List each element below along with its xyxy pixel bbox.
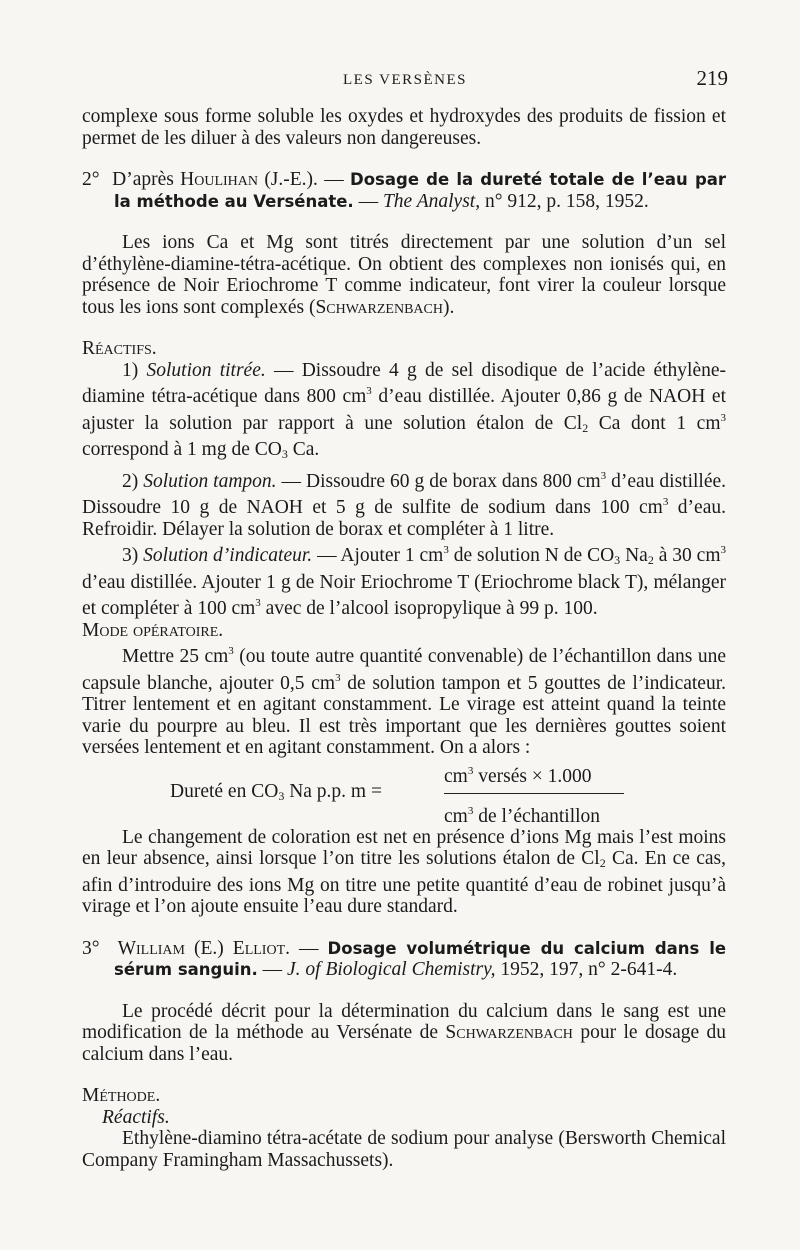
- paragraph-procede: Le procédé décrit pour la détermination du calcium dans le sang est une modification de la méthode au Versénate de Schwarzenbach pour le dosage du calcium dans l’eau.: [82, 1000, 727, 1065]
- methode-subheading: Réactifs.: [102, 1106, 170, 1128]
- section-methode-heading: Méthode.: [82, 1085, 161, 1106]
- reference-3: 3° William (E.) Elliot. — Dosage volumétrique du calcium dans le sérum sanguin. — J. of Biological Chemistry, 1952, 197, n° 2-641-4.: [82, 937, 727, 980]
- formula-numerator: $cm^3$ versés × 1.000: [444, 764, 592, 787]
- reference-2-title: Dosage de la dureté totale de l’eau par la méthode au Versénate.: [114, 170, 727, 211]
- reactif-item-3: 3) Solution d’indicateur. — Ajouter 1 $cm^3$ de solution N de $CO_3$ $Na_2$ à 30 $cm^3$ d’eau distillée. Ajouter 1 g de Noir Eriochrome T (Eriochrome black T), mélanger et compléter à 100 $cm^3$ avec de l’alcool isopropylique à 99 p. 100.: [82, 544, 726, 619]
- page-number: 219: [696, 66, 728, 90]
- paragraph-methode: Ethylène-diamino tétra-acétate de sodium pour analyse (Bersworth Chemical Company Framingham Massachussets).: [82, 1128, 726, 1171]
- formula-denominator: $cm^3$ de l’échantillon: [444, 804, 601, 827]
- paragraph-mode: Mettre 25 $cm^3$ (ou toute autre quantité convenable) de l’échantillon dans une capsule blanche, ajouter 0,5 $cm^3$ de solution tampon et 5 gouttes de l’indicateur. Titrer lentement et en agitant constamment. Le virage est atteint quand la teinte varie du pourpre au bleu. Il est très important que les dernières gouttes soient versées lentement et en agitant constamment. On a alors :: [82, 645, 726, 758]
- running-header: [82, 66, 728, 96]
- section-reactifs-heading: Réactifs.: [82, 338, 157, 359]
- fraction-bar: [444, 793, 624, 794]
- journal-name-3: J. of Biological Chemistry,: [287, 959, 496, 980]
- hardness-formula: [82, 761, 726, 827]
- journal-name: The Analyst,: [382, 190, 481, 212]
- section-mode-heading: Mode opératoire.: [82, 619, 224, 641]
- reactif-item-1: 1) Solution titrée. — Dissoudre 4 g de sel disodique de l’acide éthylène-diamine tétra-acétique dans 800 $cm^3$ d’eau distillée. Ajouter 0,86 g de NAOH et ajuster la solution par rapport à une solution étalon de $Cl_2$ Ca dont 1 $cm^3$ correspond à 1 mg de $CO_3$ Ca.: [82, 359, 727, 461]
- author-houlihan: Houlihan: [180, 169, 259, 190]
- reactif-item-2: 2) Solution tampon. — Dissoudre 60 g de borax dans 800 $cm^3$ d’eau distillée. Dissoudre 10 g de NAOH et 5 g de sulfite de sodium dans 100 $cm^3$ d’eau. Refroidir. Délayer la solution de borax et compléter à 1 litre.: [82, 469, 727, 540]
- intro-paragraph: complexe sous forme soluble les oxydes et hydroxydes des produits de fission et permet de les diluer à des valeurs non dangereuses.: [82, 106, 726, 149]
- paragraph-change: Le changement de coloration est net en présence d’ions Mg mais l’est moins en leur absence, ainsi lorsque l’on titre les solutions étalon de $Cl_2$ Ca. En ce cas, afin d’introduire des ions Mg on titre une petite quantité d’eau de robinet jusqu’à virage et l’on ajoute ensuite l’eau dure standard.: [82, 826, 726, 917]
- paragraph-ions: Les ions Ca et Mg sont titrés directement par une solution d’un sel d’éthylène-diamine-tétra-acétique. On obtient des complexes non ionisés qui, en présence de Noir Eriochrome T comme indicateur, font virer la couleur lorsque tous les ions sont complexés (Schwarzenbach).: [82, 232, 726, 318]
- running-title: LES VERSÈNES: [343, 72, 467, 88]
- reference-3-title: Dosage volumétrique du calcium dans le sérum sanguin.: [114, 938, 727, 979]
- reference-2: 2° D’après Houlihan (J.-E.). — Dosage de la dureté totale de l’eau par la méthode au Versénate. — The Analyst, n° 912, p. 158, 1952.: [82, 169, 727, 212]
- formula-lhs: Dureté en $CO_3$ Na p.p. m =: [170, 780, 382, 803]
- page-body: [82, 106, 726, 1171]
